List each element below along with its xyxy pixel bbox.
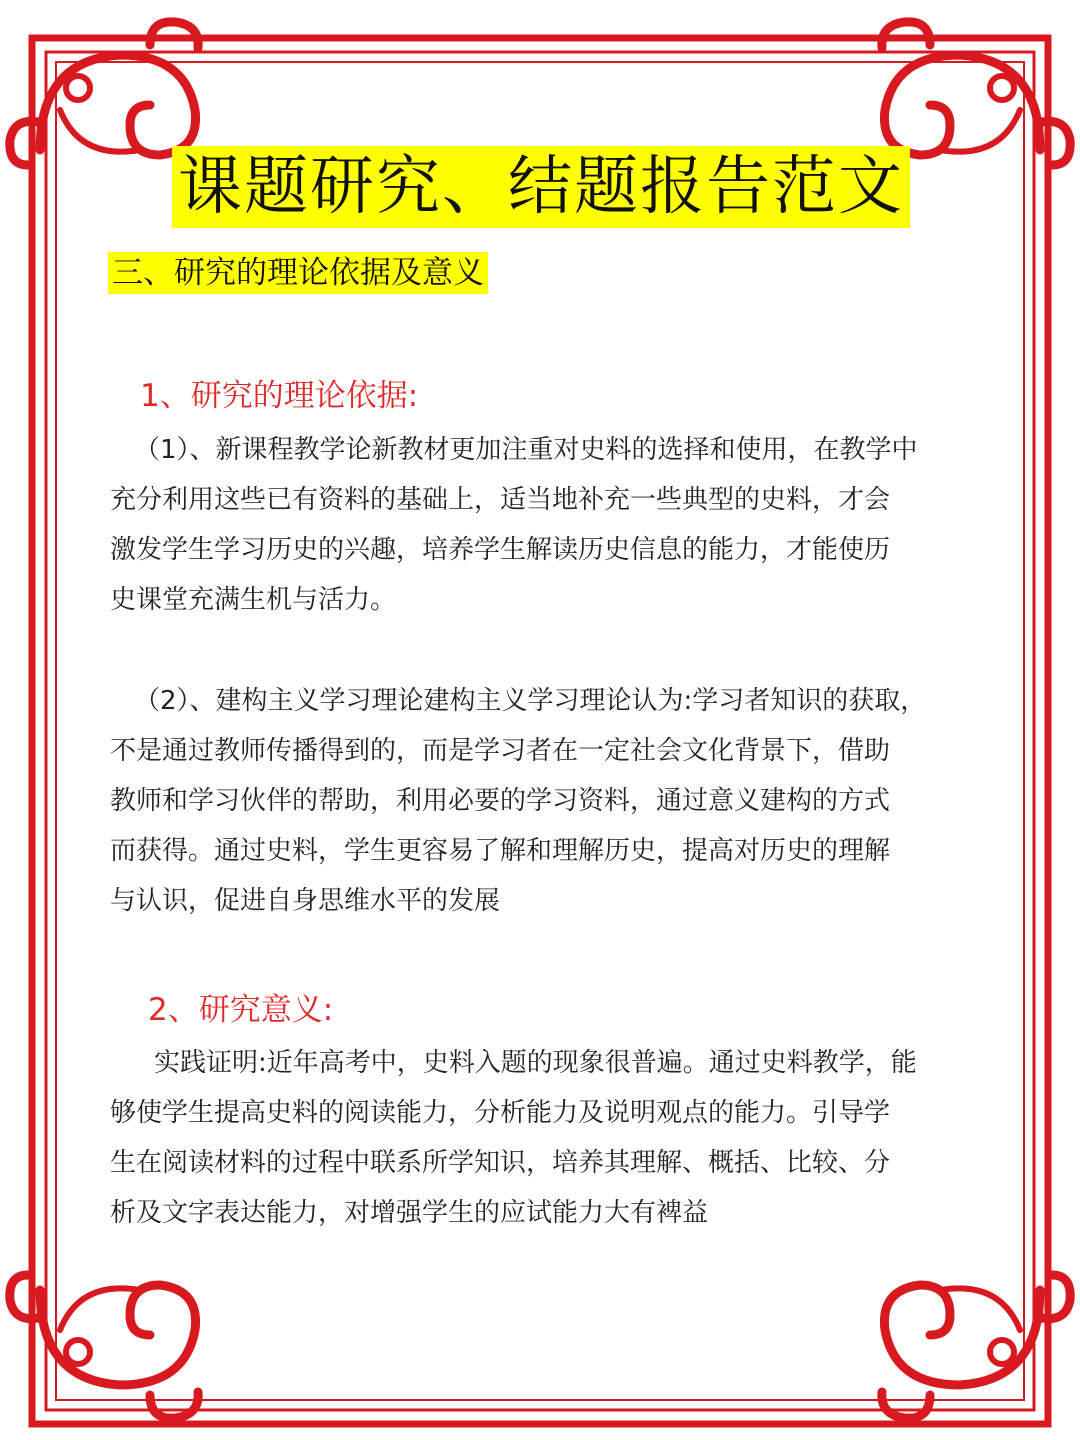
basis-paragraph-1	[110, 425, 970, 625]
text-line: 充分利用这些已有资料的基础上，适当地补充一些典型的史料，才会	[110, 485, 891, 515]
page-title: 课题研究、结题报告范文	[172, 146, 910, 228]
text-line: 生在阅读材料的过程中联系所学知识，培养其理解、概括、比较、分	[110, 1148, 891, 1178]
text-line: （1）、新课程教学论新教材更加注重对史料的选择和使用，在教学中	[134, 435, 918, 465]
text-line: 而获得。通过史料，学生更容易了解和理解历史，提高对历史的理解	[110, 836, 891, 866]
text-line: 析及文字表达能力，对增强学生的应试能力大有裨益	[110, 1198, 709, 1228]
text-line: 够使学生提高史料的阅读能力，分析能力及说明观点的能力。引导学	[110, 1098, 891, 1128]
basis-heading: 1、研究的理论依据:	[140, 378, 419, 414]
significance-heading: 2、研究意义:	[148, 992, 334, 1028]
corner-ornament	[10, 22, 198, 165]
significance-paragraph	[110, 1038, 970, 1238]
text-line: 不是通过教师传播得到的，而是学习者在一定社会文化背景下，借助	[110, 736, 891, 766]
basis-paragraph-2	[110, 676, 970, 926]
text-line: 实践证明:近年高考中，史料入题的现象很普遍。通过史料教学，能	[154, 1048, 917, 1078]
text-line: 激发学生学习历史的兴趣，培养学生解读历史信息的能力，才能使历	[110, 535, 891, 565]
text-line: 史课堂充满生机与活力。	[110, 585, 397, 615]
section-heading: 三、研究的理论依据及意义	[108, 252, 488, 294]
text-line: 与认识，促进自身思维水平的发展	[110, 886, 501, 916]
text-line: 教师和学习伙伴的帮助，利用必要的学习资料，通过意义建构的方式	[110, 786, 891, 816]
text-line: （2）、建构主义学习理论建构主义学习理论认为:学习者知识的获取，	[134, 686, 927, 716]
